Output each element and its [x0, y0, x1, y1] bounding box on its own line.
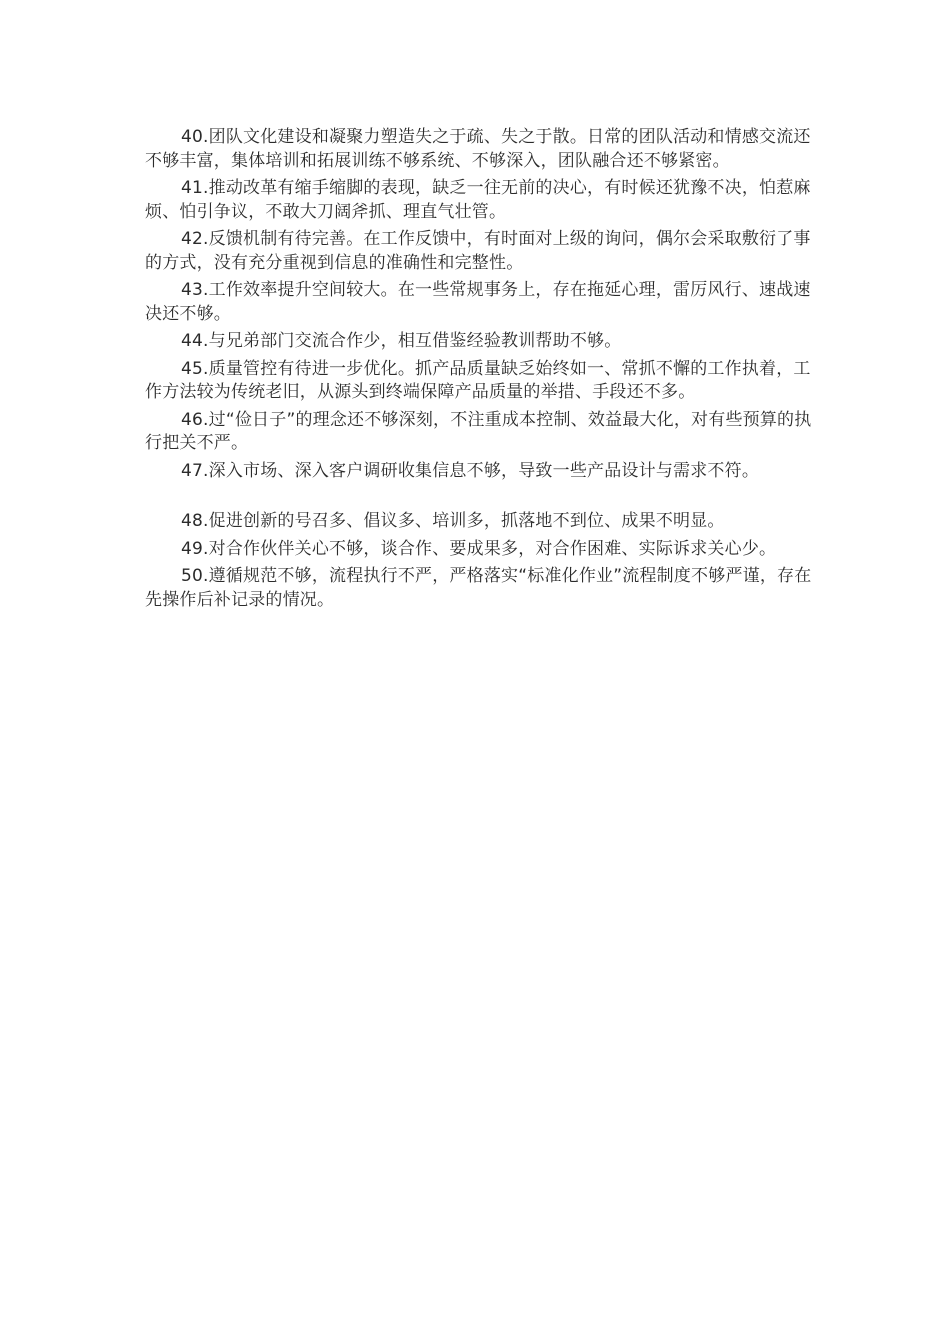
paragraph-41: 41.推动改革有缩手缩脚的表现，缺乏一往无前的决心，有时候还犹豫不决，怕惹麻烦、怕引争议，不敢大刀阔斧抓、理直气壮管。	[145, 178, 811, 222]
paragraph-45: 45.质量管控有待进一步优化。抓产品质量缺乏始终如一、常抓不懈的工作执着，工作方法较为传统老旧，从源头到终端保障产品质量的举措、手段还不多。	[145, 358, 811, 402]
paragraph-44: 44.与兄弟部门交流合作少，相互借鉴经验教训帮助不够。	[181, 331, 622, 351]
document-body	[145, 126, 820, 616]
paragraph-40: 40.团队文化建设和凝聚力塑造失之于疏、失之于散。日常的团队活动和情感交流还不够丰富，集体培训和拓展训练不够系统、不够深入，团队融合还不够紧密。	[145, 127, 811, 171]
paragraph-47: 47.深入市场、深入客户调研收集信息不够，导致一些产品设计与需求不符。	[181, 460, 760, 481]
paragraph-49: 49.对合作伙伴关心不够，谈合作、要成果多，对合作困难、实际诉求关心少。	[181, 538, 777, 559]
paragraph-46: 46.过“俭日子”的理念还不够深刻，不注重成本控制、效益最大化，对有些预算的执行把关不严。	[145, 409, 812, 453]
paragraph-42: 42.反馈机制有待完善。在工作反馈中，有时面对上级的询问，偶尔会采取敷衍了事的方式，没有充分重视到信息的准确性和完整性。	[145, 229, 811, 273]
paragraph-43: 43.工作效率提升空间较大。在一些常规事务上，存在拖延心理，雷厉风行、速战速决还不够。	[145, 280, 811, 324]
paragraph-48: 48.促进创新的号召多、倡议多、培训多，抓落地不到位、成果不明显。	[181, 511, 725, 531]
paragraph-50: 50.遵循规范不够，流程执行不严，严格落实“标准化作业”流程制度不够严谨，存在先操作后补记录的情况。	[145, 566, 812, 610]
